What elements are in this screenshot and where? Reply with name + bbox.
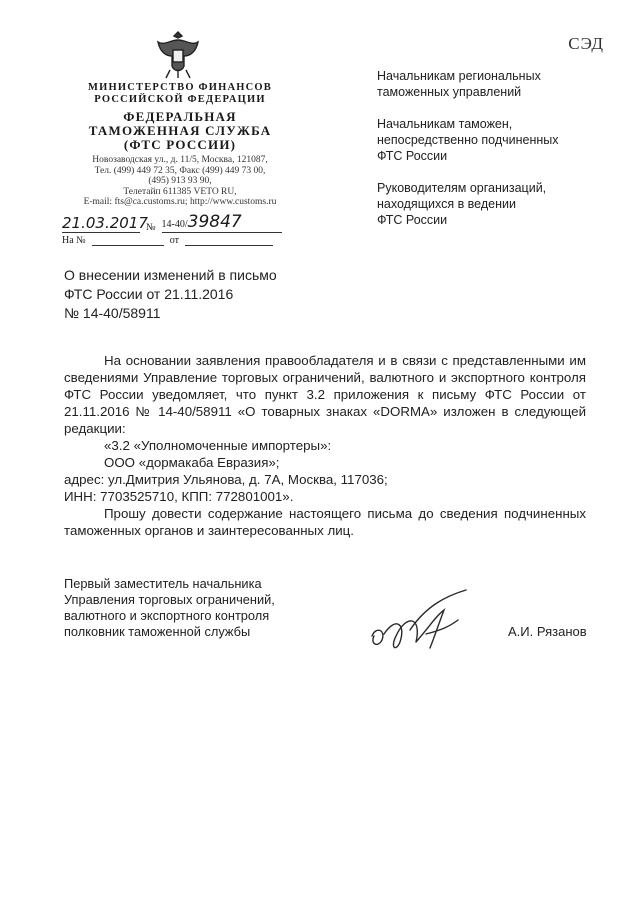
recipient-line: таможенных управлений bbox=[377, 85, 522, 99]
signer-title-line2: Управления торговых ограничений, bbox=[64, 592, 275, 607]
reference-from-label: от bbox=[169, 235, 179, 246]
address-line3: (495) 913 93 90, bbox=[148, 176, 212, 186]
quote-line-2: ООО «дормакаба Евразия»; bbox=[104, 455, 280, 470]
subject-line2: ФТС России от 21.11.2016 bbox=[64, 286, 234, 302]
signer-title-line4: полковник таможенной службы bbox=[64, 624, 251, 639]
reference-number-blank bbox=[92, 234, 164, 246]
ministry-line1: МИНИСТЕРСТВО ФИНАНСОВ bbox=[88, 82, 272, 93]
ministry-name bbox=[60, 82, 300, 106]
recipient-line: Начальникам региональных bbox=[377, 69, 541, 83]
signer-title bbox=[64, 576, 324, 640]
service-line1: ФЕДЕРАЛЬНАЯ bbox=[123, 109, 237, 124]
recipient-group bbox=[377, 116, 597, 164]
reference-date-blank bbox=[185, 234, 273, 246]
signer-name: А.И. Рязанов bbox=[508, 624, 587, 639]
coat-of-arms-icon bbox=[150, 26, 206, 82]
recipient-group bbox=[377, 180, 597, 228]
letter-body bbox=[64, 352, 586, 539]
quote-line-4: ИНН: 7703525710, КПП: 772801001». bbox=[64, 489, 294, 504]
ministry-line2: РОССИЙСКОЙ ФЕДЕРАЦИИ bbox=[94, 94, 266, 105]
letter-subject bbox=[64, 266, 294, 323]
contact-address bbox=[60, 155, 300, 208]
service-name bbox=[60, 110, 300, 152]
body-paragraph-2: Прошу довести содержание настоящего письма до сведения подчиненных таможенных органов и заинтересованных лиц. bbox=[64, 506, 586, 538]
address-line2: Тел. (499) 449 72 35, Факс (499) 449 73 00, bbox=[94, 165, 266, 176]
subject-line3: № 14-40/58911 bbox=[64, 305, 161, 321]
registration-line bbox=[62, 212, 292, 233]
service-line2: ТАМОЖЕННАЯ СЛУЖБА bbox=[88, 123, 272, 138]
registration-date: 21.03.2017 bbox=[62, 214, 148, 232]
signer-title-line3: валютного и экспортного контроля bbox=[64, 608, 270, 623]
recipients-block bbox=[377, 68, 597, 244]
recipient-line: Руководителям организаций, bbox=[377, 181, 547, 195]
address-line1: Новозаводская ул., д. 11/5, Москва, 121087, bbox=[92, 155, 268, 165]
quote-line-1: «3.2 «Уполномоченные импортеры»: bbox=[104, 438, 332, 453]
recipient-line: непосредственно подчиненных bbox=[377, 133, 559, 147]
registration-number-hand: 39847 bbox=[187, 212, 242, 232]
subject-line1: О внесении изменений в письмо bbox=[64, 267, 277, 283]
reference-label: На № bbox=[62, 235, 86, 246]
registration-number-prefix: 14-40/ bbox=[161, 219, 188, 230]
signer-title-line1: Первый заместитель начальника bbox=[64, 576, 262, 591]
reference-line bbox=[62, 234, 292, 246]
handwritten-signature bbox=[366, 586, 486, 666]
address-line4: Телетайп 611385 VETO RU, bbox=[123, 186, 237, 197]
service-line3: (ФТС РОССИИ) bbox=[123, 137, 237, 152]
registration-number bbox=[162, 212, 282, 233]
recipient-line: ФТС России bbox=[377, 213, 448, 227]
quote-line-3: адрес: ул.Дмитрия Ульянова, д. 7А, Москва, 117036; bbox=[64, 472, 388, 487]
address-line5: E-mail: fts@ca.customs.ru; http://www.customs.ru bbox=[83, 197, 277, 207]
recipient-group bbox=[377, 68, 597, 100]
body-paragraph-1: На основании заявления правообладателя и в связи с представленными им сведениями Управление торговых ограничений, валютного и экспортного контроля ФТС России уведомляет, что пункт 3.2 приложения к письму ФТС России от 21.11.2016 № 14-40/58911 «О товарных знаках «DORMA» изложен в следующей редакции: bbox=[64, 353, 586, 436]
recipient-line: Начальникам таможен, bbox=[377, 117, 513, 131]
recipient-line: ФТС России bbox=[377, 149, 448, 163]
registration-number-label: № bbox=[146, 222, 156, 233]
sed-stamp: СЭД bbox=[568, 34, 604, 53]
recipient-line: находящихся в ведении bbox=[377, 197, 516, 211]
